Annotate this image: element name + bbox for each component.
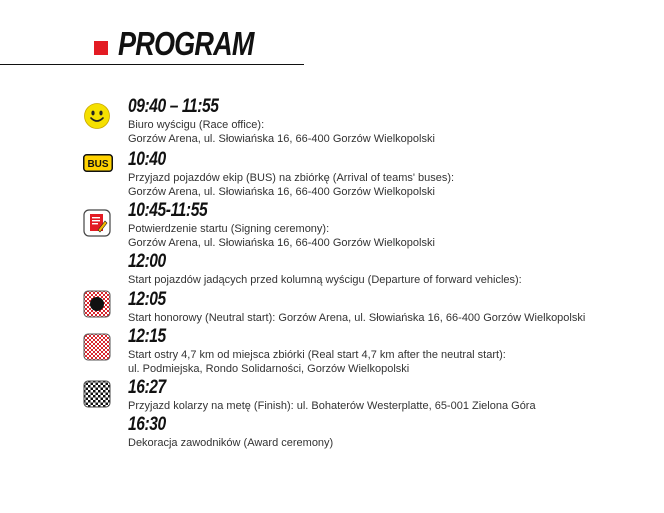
program-time: 16:30 (128, 414, 166, 435)
page-title: PROGRAM (118, 25, 254, 62)
program-description: Biuro wyścigu (Race office): (128, 119, 265, 131)
program-description: Dekoracja zawodników (Award ceremony) (128, 437, 334, 449)
program-header (0, 22, 304, 66)
smiley-icon (83, 102, 111, 130)
red-square-icon (94, 41, 108, 55)
program-location: Gorzów Arena, ul. Słowiańska 16, 66-400 Gorzów Wielkopolski (128, 133, 435, 145)
program-time: 16:27 (128, 377, 166, 398)
program-time: 12:15 (128, 326, 166, 347)
real-start-flag-icon (83, 333, 111, 361)
program-description: Potwierdzenie startu (Signing ceremony): (128, 223, 330, 235)
finish-flag-icon (83, 380, 111, 408)
program-time: 10:45-11:55 (128, 200, 208, 221)
program-location: Gorzów Arena, ul. Słowiańska 16, 66-400 Gorzów Wielkopolski (128, 237, 435, 249)
program-description: Start honorowy (Neutral start): Gorzów Arena, ul. Słowiańska 16, 66-400 Gorzów Wielkopolski (128, 312, 586, 324)
program-description: Przyjazd kolarzy na metę (Finish): ul. Bohaterów Westerplatte, 65-001 Zielona Góra (128, 400, 536, 412)
program-description: Przyjazd pojazdów ekip (BUS) na zbiórkę (Arrival of teams' buses): (128, 172, 455, 184)
signing-icon (83, 209, 111, 237)
program-time: 12:00 (128, 251, 166, 272)
header-divider (0, 64, 304, 65)
program-location: ul. Podmiejska, Rondo Solidarności, Gorzów Wielkopolski (128, 363, 410, 375)
program-time: 09:40 – 11:55 (128, 96, 219, 117)
bus-icon-label: BUS (87, 159, 109, 170)
program-time: 12:05 (128, 289, 166, 310)
neutral-start-flag-icon (83, 290, 111, 318)
program-description: Start pojazdów jadących przed kolumną wyścigu (Departure of forward vehicles): (128, 274, 522, 286)
program-description: Start ostry 4,7 km od miejsca zbiórki (Real start 4,7 km after the neutral start): (128, 349, 506, 361)
program-time: 10:40 (128, 149, 166, 170)
program-location: Gorzów Arena, ul. Słowiańska 16, 66-400 Gorzów Wielkopolski (128, 186, 435, 198)
bus-icon (83, 154, 113, 172)
